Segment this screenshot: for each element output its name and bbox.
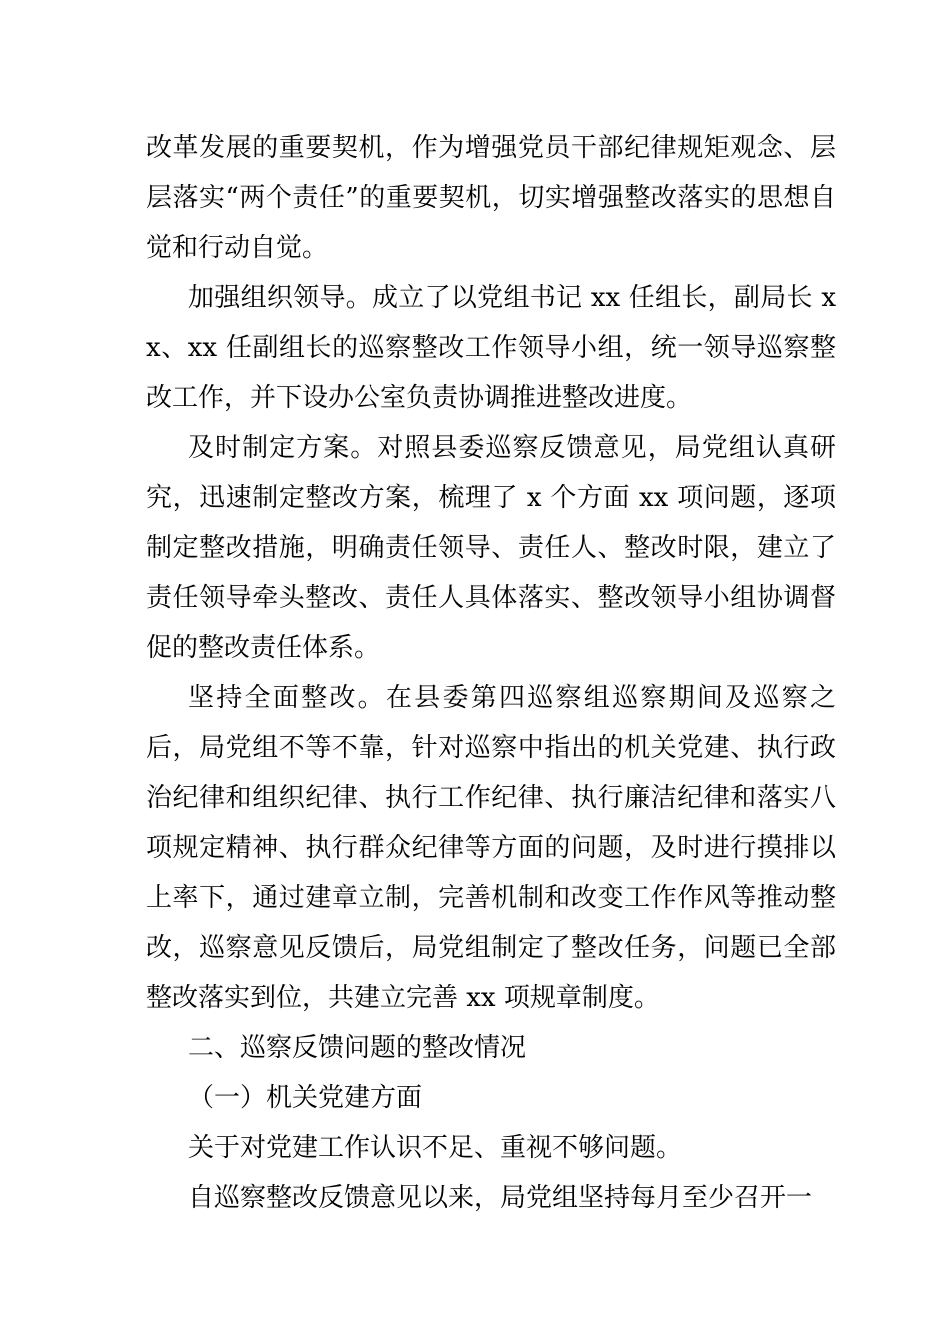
subsection-heading: （一）机关党建方面 — [188, 1083, 423, 1113]
paragraph-organization-leadership: 加强组织领导。成立了以党组书记 xx 任组长，副局长 xx、xx 任副组长的巡察整改工作领导小组，统一领导巡察整改工作，并下设办公室负责协调推进整改进度。 — [146, 283, 836, 413]
paragraph-comprehensive-rectification: 坚持全面整改。在县委第四巡察组巡察期间及巡察之后，局党组不等不靠，针对巡察中指出的机关党建、执行政治纪律和组织纪律、执行工作纪律、执行廉洁纪律和落实八项规定精神、执行群众纪律等方面的问题，及时进行摸排以上率下，通过建章立制，完善机制和改变工作作风等推动整改，巡察意见反馈后，局党组制定了整改任务，问题已全部整改落实到位，共建立完善 xx 项规章制度。 — [146, 683, 836, 1013]
paragraph-formulate-plan: 及时制定方案。对照县委巡察反馈意见，局党组认真研究，迅速制定整改方案，梳理了 x 个方面 xx 项问题，逐项制定整改措施，明确责任领导、责任人、整改时限，建立了责任领导牵头整改、责任人具体落实、整改领导小组协调督促的整改责任体系。 — [146, 433, 836, 663]
section-heading: 二、巡察反馈问题的整改情况 — [188, 1033, 527, 1063]
paragraph-continuation: 改革发展的重要契机，作为增强党员干部纪律规矩观念、层层落实“两个责任”的重要契机，切实增强整改落实的思想自觉和行动自觉。 — [146, 133, 836, 263]
issue-heading: 关于对党建工作认识不足、重视不够问题。 — [188, 1133, 683, 1163]
document-body — [146, 123, 836, 1223]
paragraph-final: 自巡察整改反馈意见以来，局党组坚持每月至少召开一 — [188, 1183, 813, 1213]
